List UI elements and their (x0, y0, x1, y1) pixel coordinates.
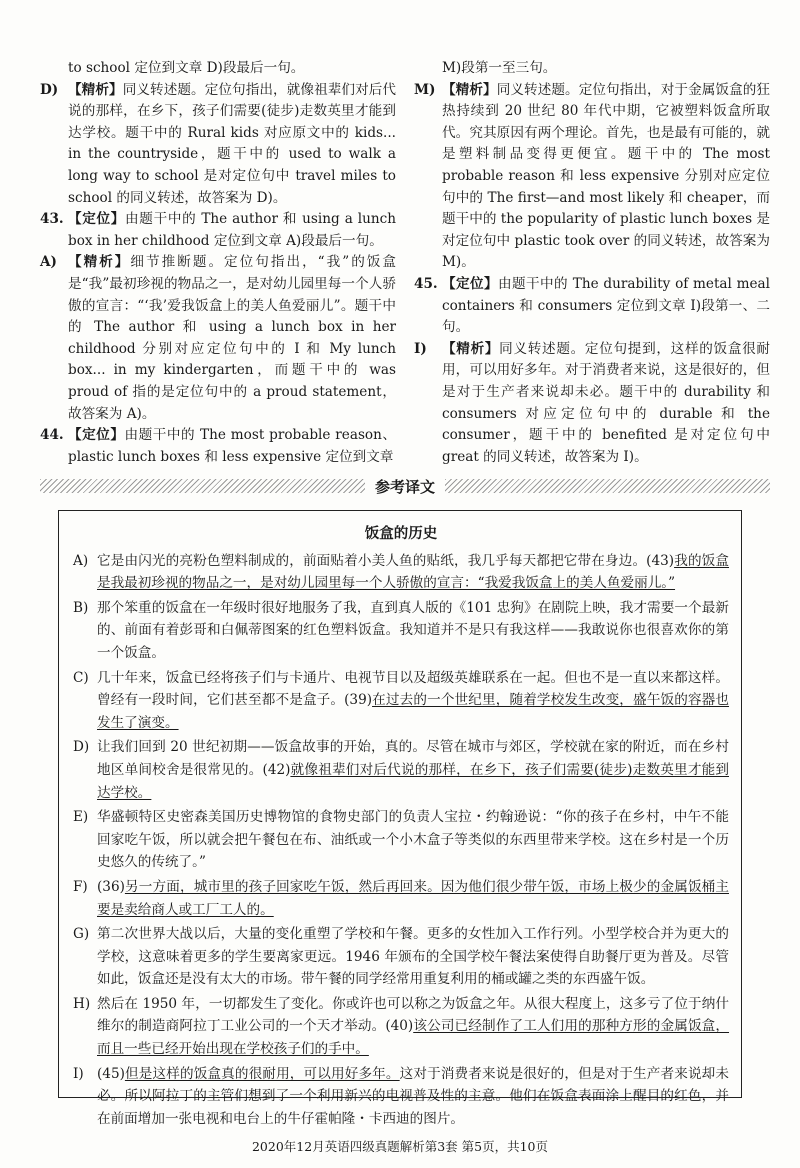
paragraph-text (97, 736, 729, 804)
underlined-answer-text: 但是这样的饭盒真的很耐用，可以用好多年。 (124, 1065, 400, 1082)
q44-location (40, 425, 396, 468)
page-footer: 2020年12月英语四级真题解析第3套 第5页，共10页 (251, 1139, 548, 1154)
paragraph-segment: (36) (97, 878, 125, 895)
underlined-answer-text: 就像祖辈们对后代说的那样，在乡下，孩子们需要(徒步)走数英里才能到达学校。 (97, 761, 729, 801)
analysis-text: 同义转述题。定位句指出，对于金属饭盒的狂热持续到 20 世纪 80 年代中期，它被塑料饭盒所取代。究其原因有两个理论。首先，也是最有可能的，就是塑料制品变得更便宜。题干中的 The most probable reason 和 less expensive 分别对应定位句中的 The first—and most likely 和 cheaper，而题干中的 the popularity of plastic lunch boxes 是对定位句中 plastic took over 的同义转述，故答案为 M)。 (442, 81, 771, 271)
analysis-text: 同义转述题。定位句提到，这样的饭盒很耐用，可以用好多年。对于消费者来说，这是很好的，但是对于生产者来说却未必。题干中的 durability 和 consumers 对应定位句中的 durable 和 the consumer，题干中的 benefited 是对定位句中 great 的同义转述，故答案为 I)。 (442, 340, 771, 465)
paragraph-text (97, 923, 729, 991)
translation-paragraph (73, 597, 729, 665)
left-continuation: to school 定位到文章 D)段最后一句。 (68, 60, 305, 76)
paragraph-text (97, 1063, 729, 1131)
translation-paragraph (73, 667, 729, 735)
paragraph-text (97, 597, 729, 665)
location-text: 由题干中的 The author 和 using a lunch box in her childhood 定位到文章 A)段最后一句。 (68, 211, 397, 249)
paragraph-text (97, 876, 729, 921)
q42-analysis (40, 80, 396, 210)
section-title: 参考译文 (375, 477, 436, 496)
q44-analysis (414, 80, 770, 274)
paragraph-letter: I) (73, 1065, 84, 1082)
right-column (414, 58, 770, 468)
left-column (40, 58, 396, 468)
paragraph-segment: 华盛顿特区史密森美国历史博物馆的食物史部门的负责人宝拉・约翰逊说：“你的孩子在乡村，中午不能回家吃午饭，所以就会把午餐包在布、油纸或一个小木盒子等类似的东西里带来学校。这在乡村是一个历史悠久的传统了。” (97, 809, 729, 871)
underlined-answer-text: 我的饭盒是我最初珍视的物品之一，是对幼儿园里每一个人骄傲的宣言：“我爱我饭盒上的美人鱼爱丽儿。” (97, 552, 729, 592)
analysis-text: 同义转述题。定位句指出，就像祖辈们对后代说的那样，在乡下，孩子们需要(徒步)走数英里才能到达学校。题干中的 Rural kids 对应原文中的 kids... in the countryside，题干中的 used to walk a long way to school 是对定位句中 travel miles to school 的同义转述，故答案为 D)。 (68, 81, 397, 206)
translation-box (58, 510, 742, 1127)
paragraph-segment: 让我们回到 20 世纪初期——饭盒故事的开始，真的。尽管在城市与郊区，学校就在家的附近，而在乡村地区单间校舍是很常见的。(42) (97, 739, 729, 778)
translation-paragraph (73, 1063, 729, 1131)
location-tag: 【定位】 (68, 211, 126, 228)
paragraph-letter: H) (73, 995, 91, 1012)
hatch-divider-left (40, 479, 365, 493)
paragraph-letter: A) (73, 552, 89, 569)
answer-label: M) (414, 81, 436, 98)
paragraph-text (97, 806, 729, 874)
translation-paragraph (73, 876, 729, 921)
translation-paragraph (73, 550, 729, 595)
underlined-answer-text: 另一方面，城市里的孩子回家吃午饭，然后再回来。因为他们很少带午饭，市场上极少的金属饭桶主要是卖给商人或工厂工人的。 (97, 878, 729, 918)
paragraph-segment: 第二次世界大战以后，大量的变化重塑了学校和午餐。更多的女性加入工作行列。小型学校合并为更大的学校，这意味着更多的学生要离家更远。1946 年颁布的全国学校午餐法案使得自助餐厅更为普及。尽管如此，饭盒还是没有太大的市场。带午餐的同学经常用重复利用的桶或罐之类的东西盛午饭。 (97, 926, 729, 988)
paragraph-letter: D) (73, 739, 90, 756)
location-text: 由题干中的 The most probable reason、plastic lunch boxes 和 less expensive 定位到文章 (68, 427, 396, 465)
analysis-tag: 【精析】 (442, 340, 500, 357)
q43-location (40, 209, 396, 252)
question-number: 43. (40, 211, 64, 228)
translation-paragraph (73, 736, 729, 804)
paragraph-letter: C) (73, 669, 89, 686)
paragraph-segment: 然后在 1950 年，一切都发生了变化。你或许也可以称之为饭盒之年。从很大程度上，这多亏了位于纳什维尔的制造商阿拉丁工业公司的一个天才举动。(40) (97, 995, 729, 1035)
underlined-answer-text: 该公司已经制作了工人们用的那种方形的金属饭盒，而且一些已经开始出现在学校孩子们的手中。 (97, 1018, 730, 1058)
paragraph-segment: (45) (97, 1065, 125, 1082)
paragraph-letter: F) (73, 878, 88, 895)
paragraph-text (97, 993, 729, 1061)
location-text: 由题干中的 The durability of metal meal containers 和 consumers 定位到文章 I)段第一、二句。 (442, 275, 770, 336)
right-continuation: M)段第一至三句。 (442, 60, 557, 76)
paragraph-text (97, 667, 729, 735)
paragraph-segment: 这对于消费者来说是很好的，但是对于生产者来说却未必。所以阿拉丁的主管们想到了一个利用新兴的电视普及性的主意。他们在饭盒表面涂上醒目的红色，并在前面增加一张电视和电台上的牛仔霍帕隆・卡西迪的图片。 (97, 1065, 730, 1127)
paragraph-letter: E) (73, 809, 89, 826)
q43-analysis (40, 252, 396, 425)
analysis-tag: 【精析】 (442, 81, 497, 98)
paragraph-letter: G) (73, 926, 90, 943)
translation-paragraphs (73, 550, 729, 1131)
location-tag: 【定位】 (68, 427, 125, 444)
location-tag: 【定位】 (442, 275, 499, 292)
paragraph-text (97, 550, 729, 595)
question-number: 44. (40, 427, 64, 444)
paragraph-segment: 它是由闪光的亮粉色塑料制成的，前面贴着小美人鱼的贴纸，我几乎每天都把它带在身边。(43) (97, 552, 675, 569)
answer-label: I) (414, 340, 427, 357)
translation-paragraph (73, 923, 729, 991)
paragraph-segment: 那个笨重的饭盒在一年级时很好地服务了我，直到真人版的《101 忠狗》在剧院上映，我才需要一个最新的、前面有着彭哥和白佩蒂图案的红色塑料饭盒。我知道并不是只有我这样——我敢说你也很喜欢你的第一个饭盒。 (97, 599, 729, 661)
analysis-tag: 【精析】 (68, 81, 123, 98)
translation-paragraph (73, 993, 729, 1061)
underlined-answer-text: 在过去的一个世纪里，随着学校发生改变，盛午饭的容器也发生了演变。 (97, 692, 730, 731)
paragraph-letter: B) (73, 599, 89, 616)
q45-analysis (414, 339, 770, 469)
translation-paragraph (73, 806, 729, 874)
section-header-bar (40, 472, 770, 500)
answer-label: A) (40, 254, 57, 271)
analysis-text: 细节推断题。定位句指出，“我”的饭盒是“我”最初珍视的物品之一，是对幼儿园里每一个人骄傲的宣言：“‘我’爱我饭盒上的美人鱼爱丽儿”。题干中的 The author 和 using a lunch box in her childhood 分别对应定位句中的 I 和 My lunch box... in my kindergarten，而题干中的 was proud of 指的是定位句中的 a proud statement，故答案为 A)。 (68, 254, 396, 422)
q45-location (414, 274, 770, 339)
translation-title: 饭盒的历史 (364, 526, 438, 542)
paragraph-segment: 几十年来，饭盒已经将孩子们与卡通片、电视节目以及超级英雄联系在一起。但也不是一直以来都这样。曾经有一段时间，它们甚至都不是盒子。(39) (97, 669, 729, 709)
question-number: 45. (414, 275, 438, 292)
analysis-tag: 【精析】 (68, 254, 131, 271)
hatch-divider-right (445, 479, 770, 493)
analysis-columns (40, 58, 770, 468)
answer-label: D) (40, 81, 59, 98)
